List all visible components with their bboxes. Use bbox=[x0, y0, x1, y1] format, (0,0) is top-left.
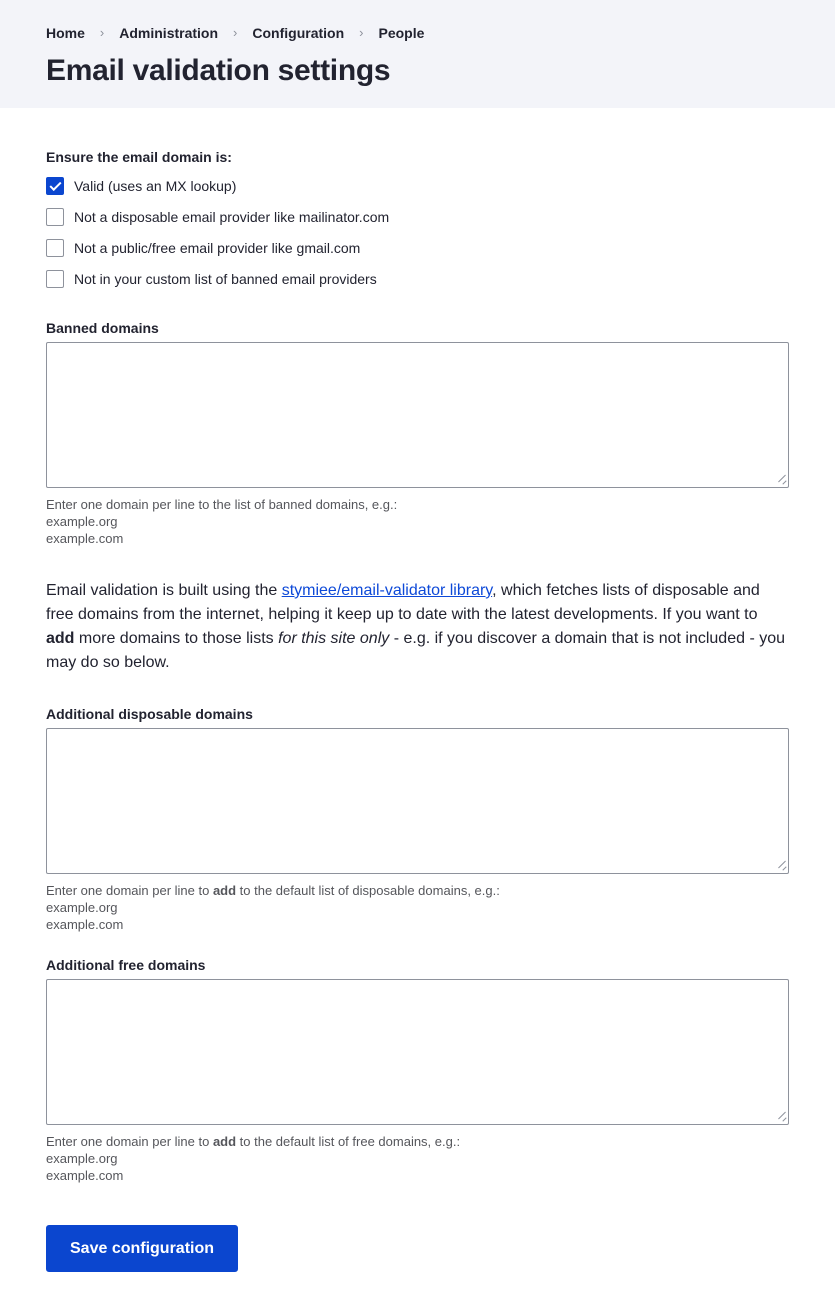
resize-grip-icon[interactable] bbox=[775, 473, 786, 484]
info-text-after-link: , which fetches lists of disposable and free domains from the internet, helping it keep up to date with the latest developments. If you want to bbox=[46, 582, 760, 623]
disposable-domains-textarea-wrap bbox=[46, 728, 789, 874]
checkbox-row-public-free bbox=[46, 239, 789, 257]
breadcrumb-item-configuration[interactable]: Configuration bbox=[252, 25, 345, 41]
email-domain-checks-legend: Ensure the email domain is: bbox=[46, 149, 232, 165]
page-header bbox=[0, 0, 835, 108]
not-disposable-checkbox-label[interactable]: Not a disposable email provider like mailinator.com bbox=[74, 209, 390, 225]
library-info-paragraph bbox=[46, 579, 789, 675]
info-text-bold-add: add bbox=[46, 630, 75, 647]
banned-domains-textarea-wrap bbox=[46, 342, 789, 488]
additional-free-domains-textarea[interactable] bbox=[46, 979, 789, 1125]
not-banned-list-checkbox-label[interactable]: Not in your custom list of banned email providers bbox=[74, 271, 377, 287]
free-domains-example-1: example.org bbox=[46, 1151, 118, 1166]
email-validation-settings-form bbox=[0, 108, 835, 1312]
disposable-description-bold-add: add bbox=[212, 883, 237, 898]
disposable-domains-example-1: example.org bbox=[46, 900, 118, 915]
info-text-before-link: Email validation is built using the bbox=[46, 582, 282, 599]
free-domains-example-2: example.com bbox=[46, 1168, 124, 1183]
free-description-prefix: Enter one domain per line to bbox=[46, 1134, 213, 1149]
additional-free-domains-field bbox=[46, 957, 789, 1184]
checkbox-row-disposable bbox=[46, 208, 789, 226]
info-text-italic: for this site only bbox=[278, 630, 390, 647]
banned-domains-field bbox=[46, 320, 789, 547]
resize-grip-icon[interactable] bbox=[775, 1110, 786, 1121]
save-configuration-button[interactable]: Save configuration bbox=[46, 1225, 238, 1272]
breadcrumb-separator-icon: › bbox=[233, 25, 238, 40]
valid-mx-checkbox-label[interactable]: Valid (uses an MX lookup) bbox=[74, 178, 237, 194]
checkbox-row-banned-list bbox=[46, 270, 789, 288]
breadcrumb-item-people[interactable]: People bbox=[378, 25, 425, 41]
additional-disposable-domains-field bbox=[46, 706, 789, 933]
email-domain-checks-fieldset bbox=[46, 149, 789, 288]
not-public-free-checkbox-label[interactable]: Not a public/free email provider like gmail.com bbox=[74, 240, 361, 256]
not-public-free-checkbox[interactable] bbox=[46, 239, 64, 257]
additional-disposable-domains-textarea[interactable] bbox=[46, 728, 789, 874]
breadcrumb bbox=[46, 25, 789, 41]
banned-domains-example-2: example.com bbox=[46, 531, 124, 546]
free-description-suffix: to the default list of free domains, e.g.: bbox=[236, 1134, 461, 1149]
disposable-description-suffix: to the default list of disposable domains, e.g.: bbox=[236, 883, 500, 898]
breadcrumb-separator-icon: › bbox=[99, 25, 105, 40]
breadcrumb-item-administration[interactable]: Administration bbox=[119, 25, 219, 41]
info-text-mid: more domains to those lists bbox=[74, 630, 279, 647]
valid-mx-checkbox[interactable] bbox=[46, 177, 64, 195]
info-text-end: - e.g. if you discover a domain that is not included - you may do so below. bbox=[46, 630, 786, 671]
disposable-domains-description bbox=[46, 882, 789, 933]
banned-domains-textarea[interactable] bbox=[46, 342, 789, 488]
not-banned-list-checkbox[interactable] bbox=[46, 270, 64, 288]
resize-grip-icon[interactable] bbox=[775, 859, 786, 870]
page-title: Email validation settings bbox=[46, 54, 391, 87]
not-disposable-checkbox[interactable] bbox=[46, 208, 64, 226]
banned-domains-label: Banned domains bbox=[46, 320, 159, 336]
breadcrumb-item-home[interactable]: Home bbox=[46, 25, 85, 41]
email-validator-library-link[interactable]: stymiee/email-validator library bbox=[281, 582, 493, 599]
additional-free-domains-label: Additional free domains bbox=[46, 957, 206, 973]
additional-disposable-domains-label: Additional disposable domains bbox=[46, 706, 253, 722]
banned-domains-description bbox=[46, 496, 789, 547]
banned-domains-description-text: Enter one domain per line to the list of banned domains, e.g.: bbox=[46, 497, 398, 512]
checkbox-row-valid-mx bbox=[46, 177, 789, 195]
disposable-domains-example-2: example.com bbox=[46, 917, 124, 932]
free-domains-description bbox=[46, 1133, 789, 1184]
breadcrumb-separator-icon: › bbox=[359, 25, 364, 40]
disposable-description-prefix: Enter one domain per line to bbox=[46, 883, 213, 898]
free-domains-textarea-wrap bbox=[46, 979, 789, 1125]
free-description-bold-add: add bbox=[212, 1134, 237, 1149]
banned-domains-example-1: example.org bbox=[46, 514, 118, 529]
